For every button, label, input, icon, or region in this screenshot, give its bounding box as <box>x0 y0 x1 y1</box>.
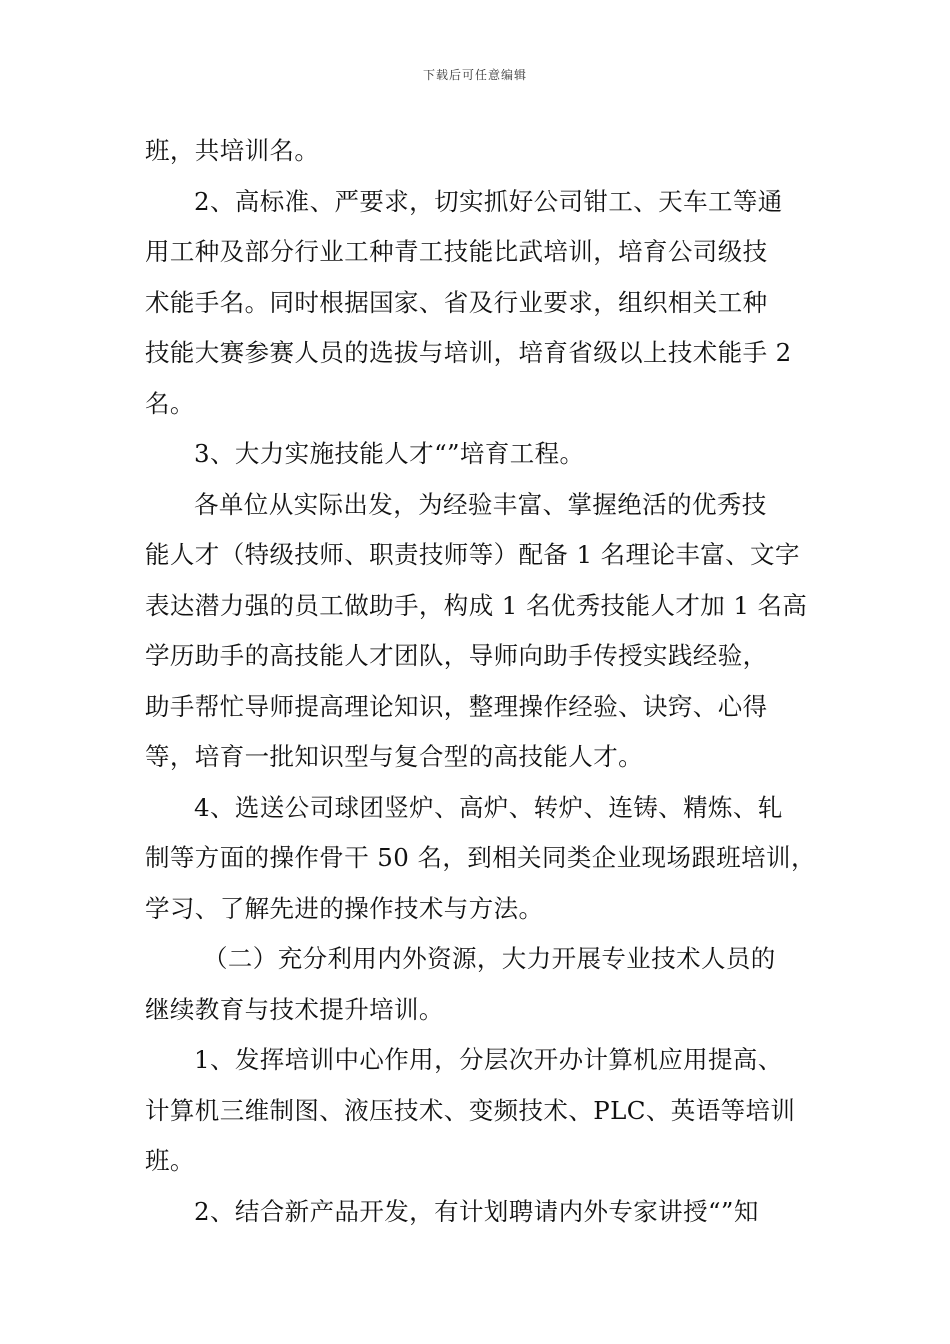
text-line: 制等方面的操作骨干 50 名，到相关同类企业现场跟班培训， <box>145 843 816 872</box>
paragraph-start-line: 2、高标准、严要求，切实抓好公司钳工、天车工等通 <box>194 186 783 216</box>
paragraph-start-line: 各单位从实际出发，为经验丰富、掌握绝活的优秀技 <box>194 489 767 519</box>
text-line: 班。 <box>145 1146 195 1175</box>
paragraph-start-line: 4、选送公司球团竖炉、高炉、转炉、连铸、精炼、轧 <box>194 792 783 822</box>
text-line: 术能手名。同时根据国家、省及行业要求，组织相关工种 <box>145 287 768 317</box>
text-line: 名。 <box>145 388 195 418</box>
text-line: 计算机三维制图、液压技术、变频技术、PLC、英语等培训 <box>145 1095 796 1125</box>
text-line: 学历助手的高技能人才团队，导师向助手传授实践经验， <box>145 641 768 670</box>
text-line: 表达潜力强的员工做助手，构成 1 名优秀技能人才加 1 名高 <box>145 590 808 620</box>
section-heading-line: （二）充分利用内外资源，大力开展专业技术人员的 <box>203 944 776 973</box>
text-line: 班，共培训名。 <box>145 136 320 165</box>
paragraph-start-line: 1、发挥培训中心作用，分层次开办计算机应用提高、 <box>194 1045 783 1074</box>
paragraph-start-line: 3、大力实施技能人才“”培育工程。 <box>194 439 585 468</box>
text-line: 用工种及部分行业工种青工技能比武培训，培育公司级技 <box>145 237 768 266</box>
text-line: 能人才（特级技师、职责技师等）配备 1 名理论丰富、文字 <box>145 540 800 569</box>
text-line: 继续教育与技术提升培训。 <box>145 994 444 1024</box>
text-line: 等，培育一批知识型与复合型的高技能人才。 <box>145 742 643 771</box>
text-line: 技能大赛参赛人员的选拔与培训，培育省级以上技术能手 2 <box>145 338 792 367</box>
paragraph-start-line: 2、结合新产品开发，有计划聘请内外专家讲授“”知 <box>194 1196 759 1226</box>
text-line: 助手帮忙导师提高理论知识，整理操作经验、诀窍、心得 <box>145 691 768 721</box>
text-line: 学习、了解先进的操作技术与方法。 <box>145 893 544 923</box>
page-header: 下载后可任意编辑 <box>422 68 527 82</box>
document-body <box>145 126 816 1237</box>
